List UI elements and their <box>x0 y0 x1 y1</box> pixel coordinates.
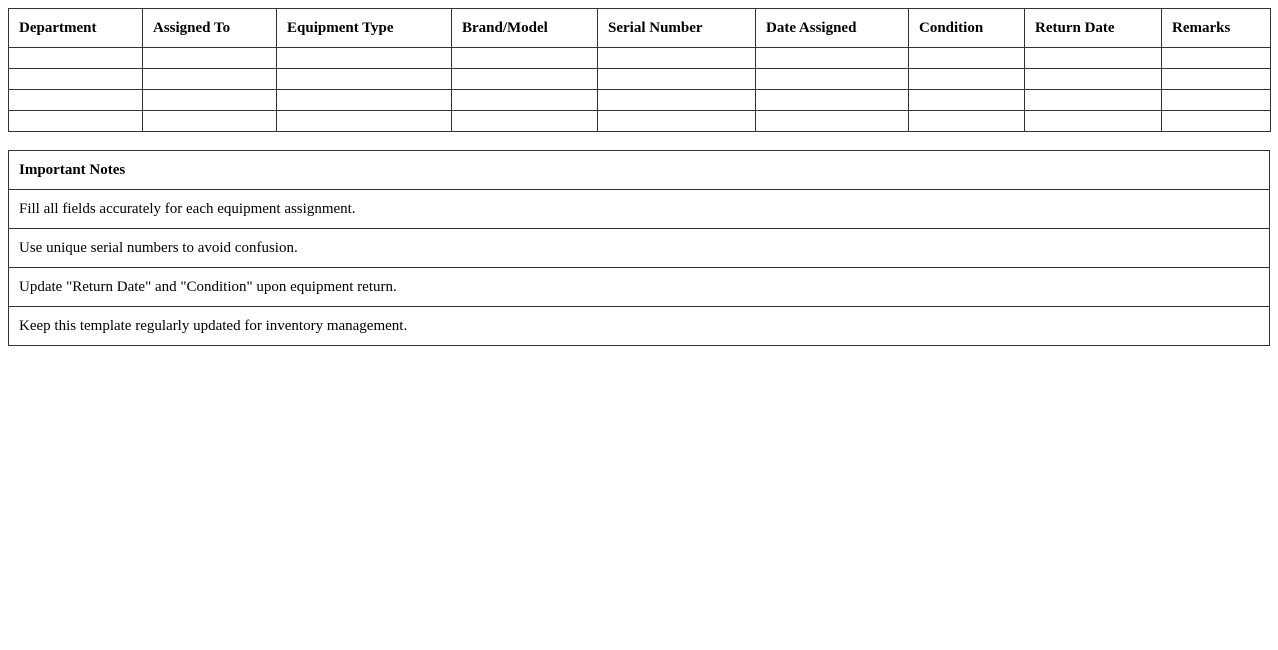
table-cell[interactable] <box>1025 111 1162 132</box>
equipment-assignment-table <box>8 8 1271 132</box>
notes-header-row <box>9 151 1270 190</box>
table-cell[interactable] <box>598 90 756 111</box>
important-notes-table <box>8 150 1270 346</box>
table-cell[interactable] <box>277 48 452 69</box>
table-cell[interactable] <box>143 48 277 69</box>
column-header-equipment-type: Equipment Type <box>277 9 452 48</box>
table-cell[interactable] <box>1162 90 1271 111</box>
table-cell[interactable] <box>909 48 1025 69</box>
table-cell[interactable] <box>909 90 1025 111</box>
table-cell[interactable] <box>452 48 598 69</box>
table-cell[interactable] <box>143 69 277 90</box>
table-row <box>9 90 1271 111</box>
table-cell[interactable] <box>598 111 756 132</box>
list-item <box>9 307 1270 346</box>
table-row <box>9 69 1271 90</box>
table-cell[interactable] <box>9 111 143 132</box>
table-cell[interactable] <box>756 90 909 111</box>
table-cell[interactable] <box>909 111 1025 132</box>
column-header-return-date: Return Date <box>1025 9 1162 48</box>
table-cell[interactable] <box>756 69 909 90</box>
table-cell[interactable] <box>452 69 598 90</box>
note-text: Fill all fields accurately for each equipment assignment. <box>9 190 1270 229</box>
table-cell[interactable] <box>1162 111 1271 132</box>
table-header-row <box>9 9 1271 48</box>
notes-title: Important Notes <box>9 151 1270 190</box>
table-cell[interactable] <box>9 48 143 69</box>
column-header-remarks: Remarks <box>1162 9 1271 48</box>
table-cell[interactable] <box>1025 48 1162 69</box>
table-cell[interactable] <box>1162 48 1271 69</box>
table-cell[interactable] <box>1025 90 1162 111</box>
column-header-assigned-to: Assigned To <box>143 9 277 48</box>
note-text: Use unique serial numbers to avoid confusion. <box>9 229 1270 268</box>
table-cell[interactable] <box>1162 69 1271 90</box>
list-item <box>9 190 1270 229</box>
table-cell[interactable] <box>277 111 452 132</box>
column-header-condition: Condition <box>909 9 1025 48</box>
table-cell[interactable] <box>452 90 598 111</box>
column-header-brand-model: Brand/Model <box>452 9 598 48</box>
table-cell[interactable] <box>277 69 452 90</box>
note-text: Keep this template regularly updated for inventory management. <box>9 307 1270 346</box>
table-cell[interactable] <box>143 90 277 111</box>
list-item <box>9 268 1270 307</box>
table-cell[interactable] <box>277 90 452 111</box>
table-cell[interactable] <box>598 48 756 69</box>
table-cell[interactable] <box>452 111 598 132</box>
table-cell[interactable] <box>9 90 143 111</box>
table-cell[interactable] <box>598 69 756 90</box>
table-cell[interactable] <box>756 48 909 69</box>
list-item <box>9 229 1270 268</box>
table-cell[interactable] <box>1025 69 1162 90</box>
table-row <box>9 48 1271 69</box>
column-header-date-assigned: Date Assigned <box>756 9 909 48</box>
column-header-department: Department <box>9 9 143 48</box>
column-header-serial-number: Serial Number <box>598 9 756 48</box>
note-text: Update "Return Date" and "Condition" upon equipment return. <box>9 268 1270 307</box>
table-cell[interactable] <box>756 111 909 132</box>
table-cell[interactable] <box>909 69 1025 90</box>
table-cell[interactable] <box>143 111 277 132</box>
table-row <box>9 111 1271 132</box>
table-cell[interactable] <box>9 69 143 90</box>
